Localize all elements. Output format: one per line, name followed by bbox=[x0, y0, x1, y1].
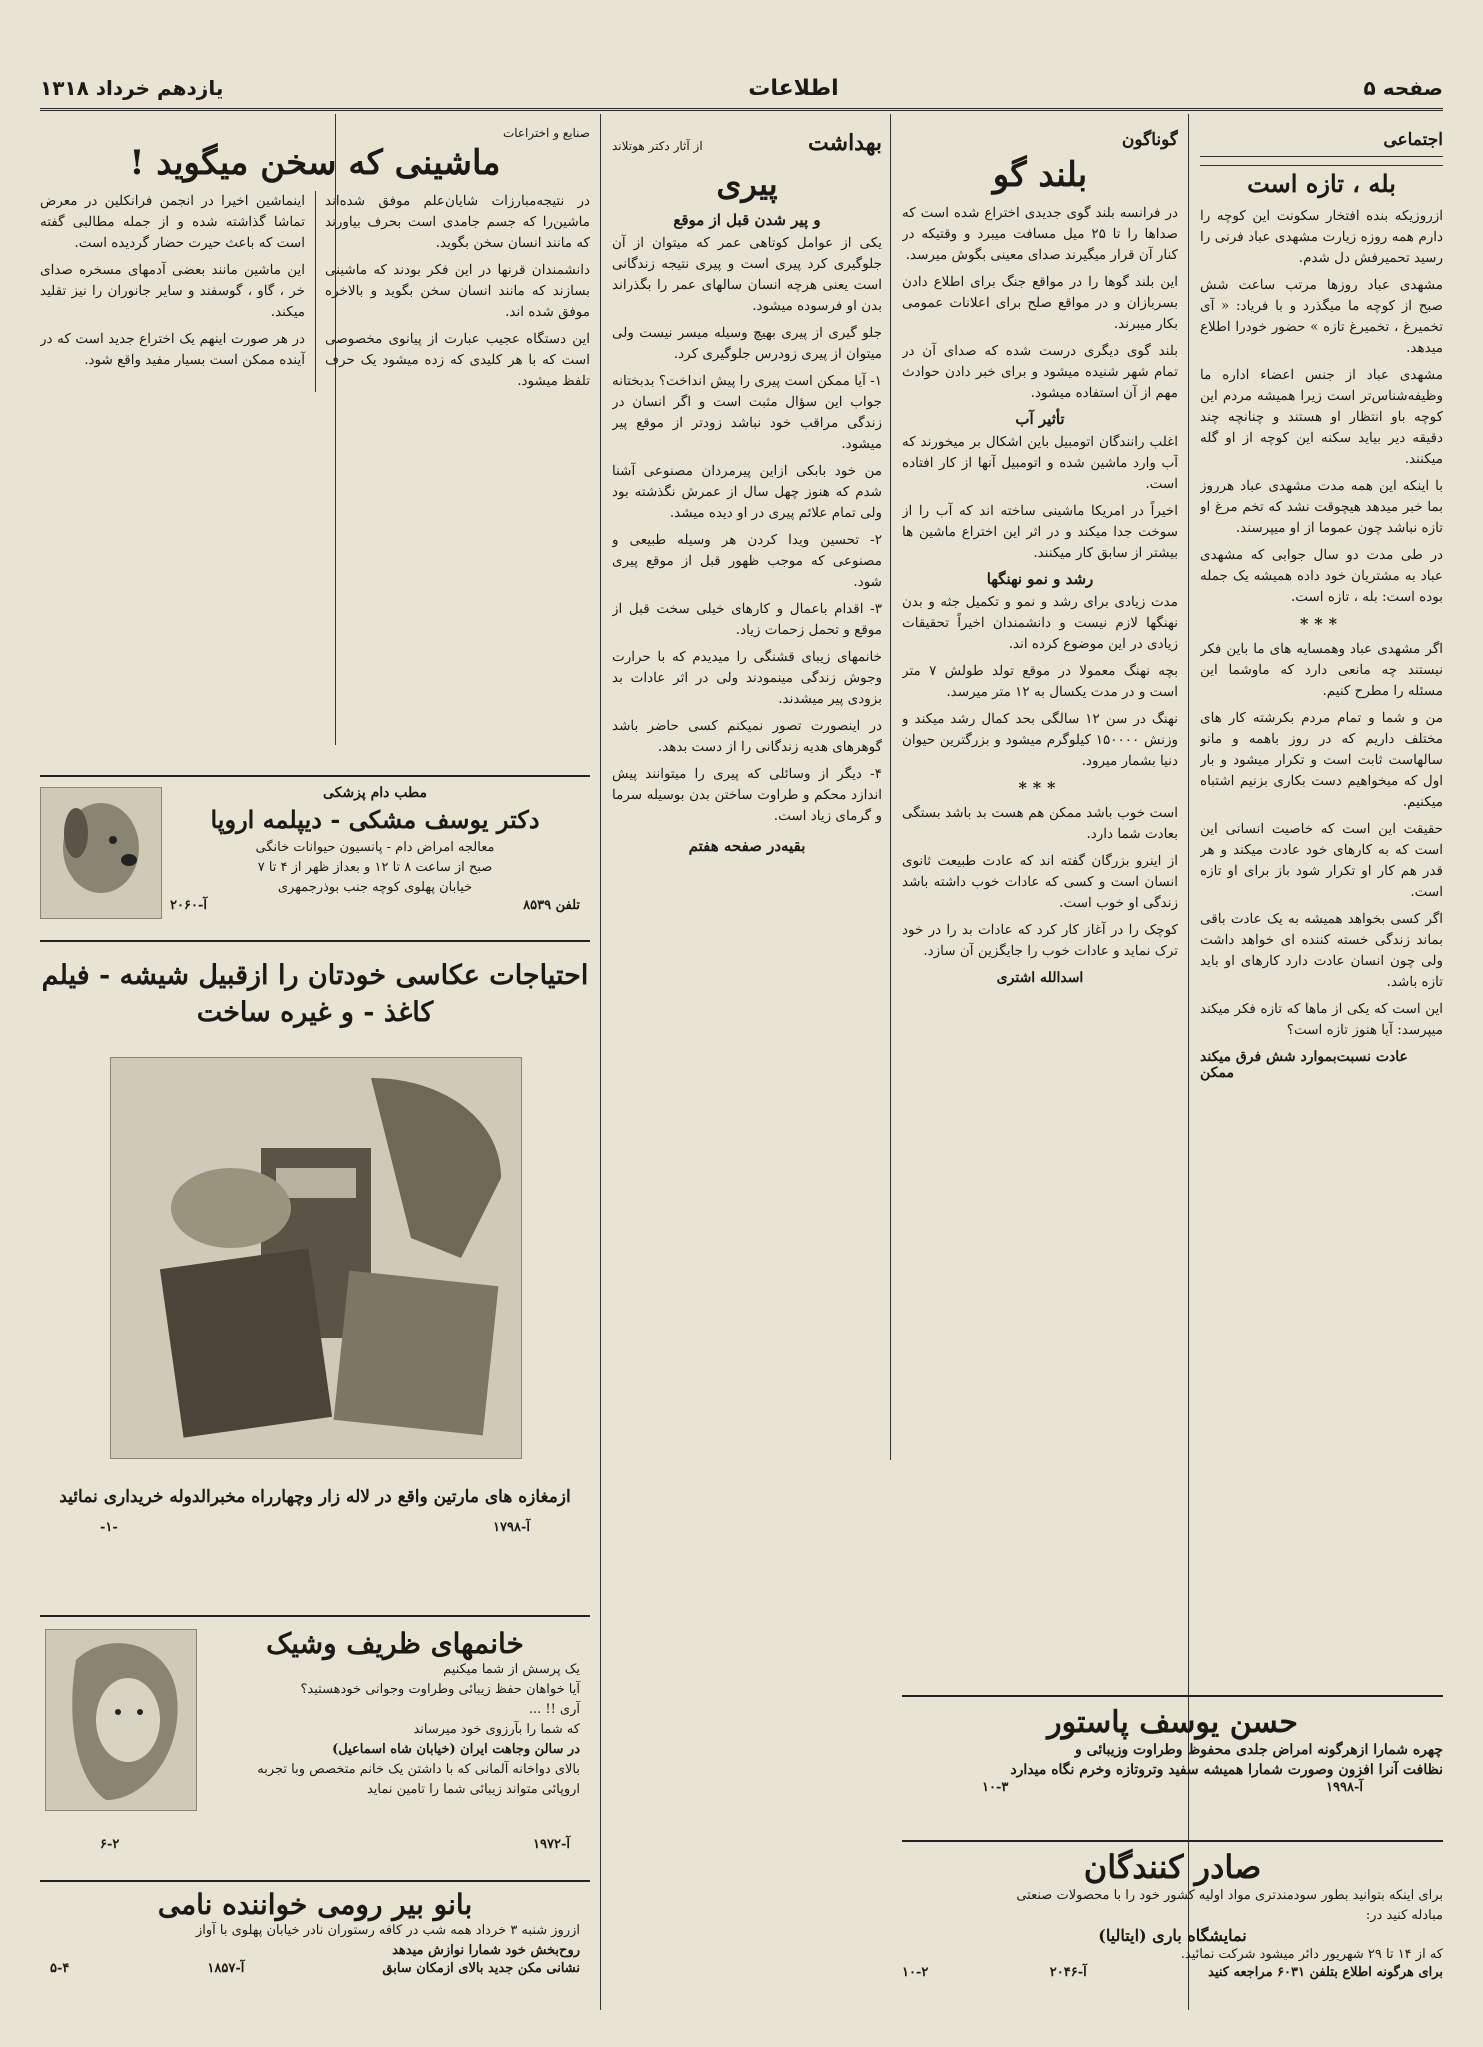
section-kicker: گوناگون bbox=[1121, 130, 1178, 150]
paragraph: نهنگ در سن ۱۲ سالگی بحد کمال رشد میکند و وزنش ۱۵۰۰۰۰ کیلوگرم میشود و بزرگترین حیوان دنیا بشمار میرود. bbox=[902, 711, 1178, 770]
paragraph: مشهدی عباد روزها مرتب ساعت شش صبح از کوچه ما میگذرد و با فریاد: « آی تخمیرغ ، تخمیرغ تازه » حضور خودرا اطلاع میدهد. bbox=[1200, 276, 1443, 356]
ad-beauty-salon bbox=[40, 1615, 590, 1867]
paragraph: کوچک را در آغاز کار کرد که عادات بد را در خود ترک نماید و عادات خوب را جایگزین آن سازد. bbox=[902, 922, 1178, 960]
dog-icon bbox=[41, 788, 161, 918]
ad-headline: احتیاجات عکاسی خودتان را ازقبیل شیشه - فیلم bbox=[41, 960, 589, 991]
paragraph: من خود بابکی ازاین پیرمردان مصنوعی آشنا شدم که هنوز چهل سال از عمرش نگذشته بود ولی تمام علائم پیری در او دیده میشد. bbox=[612, 462, 882, 521]
ad-code: آ-۱۷۹۸ bbox=[493, 1520, 530, 1535]
paper-name: اطلاعات bbox=[748, 75, 839, 101]
ad-line: برای هرگونه اطلاع بتلفن ۶۰۳۱ مراجعه کنید bbox=[1208, 1965, 1443, 1980]
paragraph: اغلب رانندگان اتومبیل باین اشکال بر میخورند که آب وارد ماشین شده و اتومبیل آنها از کار افتاده است. bbox=[902, 434, 1178, 493]
ad-code: آ-۱۸۵۷ bbox=[207, 1961, 245, 1976]
newspaper-page bbox=[40, 40, 1443, 2010]
article-title: بله ، تازه است bbox=[1247, 169, 1396, 198]
dog-illustration bbox=[40, 787, 162, 919]
subheading: رشد و نمو نهنگها bbox=[986, 570, 1094, 589]
paragraph: در هر صورت اینهم یک اختراع جدید است که در آینده ممکن است بسیار مفید واقع شود. bbox=[40, 331, 305, 369]
paragraph: است خوب باشد ممکن هم هست بد باشد بستگی بعادت شما دارد. bbox=[902, 805, 1178, 843]
column-rule bbox=[890, 114, 891, 1460]
masthead bbox=[40, 68, 1443, 111]
ad-code: آ-۲۰۶۰ bbox=[170, 898, 207, 913]
paragraph: جلو گیری از پیری بهیچ وسیله میسر نیست ولی میتوان از پیری زودرس جلوگیری کرد. bbox=[612, 324, 882, 362]
section-kicker: بهداشت bbox=[808, 130, 882, 156]
article-title: ماشینی که سخن میگوید ! bbox=[129, 143, 501, 183]
ad-line: که شما را بآرزوی خود میرساند bbox=[413, 1722, 580, 1737]
paragraph: در طی مدت دو سال جوابی که مشهدی عباد به مشتریان خود داده همیشه یک جمله بوده است: بله ، تازه است. bbox=[1200, 546, 1443, 605]
paragraph: در اینصورت تصور نمیکنم کسی حاضر باشد گوهرهای هدیه زندگانی را از دست بدهد. bbox=[612, 717, 882, 755]
paragraph: ۳- اقدام باعمال و کارهای خیلی سخت قبل از موقع و تحمل زحمات زیاد. bbox=[612, 600, 882, 638]
ad-line: صبح از ساعت ۸ تا ۱۲ و بعداز ظهر از ۴ تا ۷ bbox=[257, 860, 493, 875]
paragraph: این بلند گوها را در مواقع جنگ برای اطلاع دادن بسربازان و در مواقع صلح برای اعلانات عمومی بکار میبرند. bbox=[902, 274, 1178, 333]
section-stars: *** bbox=[1299, 613, 1344, 633]
paragraph: من و شما و تمام مردم بکرشته کار های مختلف داریم که در روز باهمه و مانو سالهاست ثابت است و تکرار میشود و بار اول که میخواهیم دست بکاری بزنیم اشتباه میکنیم. bbox=[1200, 709, 1443, 810]
ad-number: ۶-۲ bbox=[100, 1837, 120, 1852]
column-health bbox=[612, 126, 882, 1976]
ad-line: اروپائی متواند زیبائی شما را تامین نماید bbox=[366, 1782, 580, 1797]
paragraph: اینماشین اخیرا در انجمن فرانکلین در معرض تماشا گذاشته شده و از جمله مطالبی گفته است که باعث حیرت حضار گردیده است. bbox=[40, 193, 305, 252]
section-kicker: اجتماعی bbox=[1383, 130, 1443, 150]
ad-footer: ازمغازه های مارتین واقع در لاله زار وچهارراه مخبرالدوله خریداری نمائید bbox=[59, 1487, 571, 1507]
page-number: صفحه ۵ bbox=[1363, 76, 1443, 100]
ad-code: آ-۲۰۴۶ bbox=[1049, 1965, 1087, 1980]
paragraph: ۲- تحسین ویدا کردن هر وسیله طبیعی و مصنوعی که موجب ظهور قبل از موقع پیری شود. bbox=[612, 531, 882, 590]
ad-line: نظافت آنرا افزون وصورت شمارا همیشه سفید وتروتازه وخرم نگاه میدارد bbox=[1010, 1762, 1443, 1778]
column-invention bbox=[40, 126, 590, 816]
ad-photo-supplies bbox=[40, 940, 590, 1602]
paragraph: خانمهای زیبای قشنگی را میدیدم که با حرارت وجوش زندگی مینمودند ولی در اثر عادات بد بزودی پیر میشدند. bbox=[612, 648, 882, 707]
ad-line: ازروز شنبه ۳ خرداد همه شب در کافه رستوران نادر خیابان پهلوی با آواز bbox=[195, 1923, 580, 1938]
column-social bbox=[1200, 126, 1443, 1726]
ad-line: که از ۱۴ تا ۲۹ شهریور دائر میشود شرکت نمائید. bbox=[1180, 1947, 1443, 1962]
column-rule bbox=[600, 114, 601, 2010]
continuation-note: بقیه‌در صفحه هفتم bbox=[688, 836, 806, 855]
paragraph: اخیراً در امریکا ماشینی ساخته اند که آب را از سوخت جدا میکند و در اثر این اختراع ماشین ها بیشتر از سابق کار میکنند. bbox=[902, 503, 1178, 562]
ad-code: آ-۱۹۷۲ bbox=[533, 1837, 570, 1852]
ad-headline-2: کاغذ - و غیره ساخت bbox=[196, 997, 434, 1028]
ad-line: برای اینکه بتوانید بطور سودمندتری مواد اولیه کشور خود را با محصولات صنعتی bbox=[1016, 1888, 1443, 1903]
paragraph: این است که یکی از ماها که تازه فکر میکند میپرسد: آیا هنوز تازه است؟ bbox=[1200, 1000, 1443, 1038]
camera-hand-icon bbox=[111, 1058, 521, 1458]
woman-portrait-illustration bbox=[45, 1629, 197, 1811]
ad-title: صادر کنندگان bbox=[1083, 1848, 1262, 1886]
paragraph: یکی از عوامل کوتاهی عمر که میتوان از آن جلوگیری کرد پیری است و پیری نتیجه زندگانی است یعنی هرچه انسان سالهای عمر را بگذراند بدن او فرسوده میشود. bbox=[612, 234, 882, 314]
ad-line: یک پرسش از شما میکنیم bbox=[443, 1662, 580, 1677]
paragraph: این ماشین مانند بعضی آدمهای مسخره صدای خر ، گاو ، گوسفند و سایر جانوران را نیز تقلید میکند. bbox=[40, 262, 305, 321]
paragraph: در نتیجه‌مبارزات شایان‌علم موفق شده‌اند ماشین‌را که جسم جامدی است بحرف بیاورند که مانند انسان سخن بگوید. bbox=[325, 193, 590, 252]
paragraph: اگر کسی بخواهد همیشه به یک عادت باقی بماند زندگی خسته کننده ای خواهد داشت ولی چون انسان عادت دارد کارهای او باید تازه باشد. bbox=[1200, 910, 1443, 990]
ad-title: خانمهای ظریف وشیک bbox=[266, 1627, 524, 1660]
ad-line: نشانی مکن جدید بالای ازمکان سابق bbox=[382, 1961, 580, 1976]
paragraph: از اینرو بزرگان گفته اند که عادت طبیعت ثانوی انسان است و کسی که عادات خوب داشته باشد زندگی او خوب است. bbox=[902, 853, 1178, 912]
ad-code: آ-۱۹۹۸ bbox=[1326, 1780, 1363, 1795]
ad-line: بالای دواخانه آلمانی که با داشتن یک خانم متخصص وبا تجربه bbox=[257, 1762, 580, 1777]
ad-singer bbox=[40, 1880, 590, 2007]
ad-exporters bbox=[902, 1840, 1443, 2007]
ad-number: ۱۰-۳ bbox=[982, 1780, 1009, 1795]
paragraph: ۴- دیگر از وسائلی که پیری را میتوانند پیش اندازد محکم و طراوت ساختن بدن بوسیله سرما و گرمای زیاد است. bbox=[612, 765, 882, 824]
paragraph: اگر مشهدی عباد وهمسایه های ما باین فکر نیستند چه مانعی دارد که ماوشما این مسئله را مطرح کنیم. bbox=[1200, 640, 1443, 699]
subheading: تأثیر آب bbox=[1015, 410, 1065, 429]
camera-supplies-illustration bbox=[110, 1057, 522, 1459]
ad-label: مطب دام پزشکی bbox=[322, 785, 428, 801]
article-footer: عادت نسبت‌بموارد شش فرق میکند ممکن bbox=[1200, 1048, 1408, 1081]
paragraph: با اینکه این همه مدت مشهدی عباد هرروز بما خبر میدهد هیچوقت نشد که تخم مرغ او تازه نباشد چون عموما از او میپرسند. bbox=[1200, 477, 1443, 536]
article-title: پیری bbox=[716, 165, 778, 203]
ad-pasteur bbox=[902, 1695, 1443, 1832]
ad-number: ۵-۴ bbox=[50, 1961, 70, 1976]
paragraph: ۱- آیا ممکن است پیری را پیش انداخت؟ بدبختانه جواب این سؤال مثبت است و اگر انسان در زندگی مراقب خود نباشد زودتر از موقع پیر میشود. bbox=[612, 372, 882, 452]
ad-number: ۱۰-۲ bbox=[902, 1965, 929, 1980]
article-body bbox=[40, 191, 590, 392]
ad-line: آری !! ... bbox=[528, 1702, 580, 1717]
doctor-name: دکتر یوسف مشکی - دیپلمه اروپا bbox=[210, 805, 540, 834]
paragraph: دانشمندان قرنها در این فکر بودند که ماشینی بسازند که مانند انسان سخن بگوید و بالاخره موفق شده اند. bbox=[325, 262, 590, 321]
author-signature: اسدالله اشتری bbox=[996, 970, 1084, 987]
ad-line: معالجه امراض دام - پانسیون حیوانات خانگی bbox=[255, 840, 495, 855]
column-misc bbox=[902, 126, 1178, 1726]
ad-line: چهره شمارا ازهرگونه امراض جلدی محفوظ وطراوت وزیبائی و bbox=[1075, 1742, 1443, 1758]
ad-line: آیا خواهان حفظ زیبائی وطراوت وجوانی خودهستید؟ bbox=[300, 1682, 580, 1697]
article-subtitle: و پیر شدن قبل از موقع bbox=[673, 210, 821, 229]
paragraph: این دستگاه عجیب عبارت از پیانوی مخصوصی است که با هر کلیدی که زده میشود یک حرف تلفظ میشود. bbox=[325, 331, 590, 390]
ad-line: در سالن وجاهت ایران (خیابان شاه اسماعیل) bbox=[332, 1742, 580, 1757]
fair-name: نمایشگاه باری (ایتالیا) bbox=[1098, 1926, 1247, 1945]
paragraph: حقیقت این است که خاصیت انسانی این است که به کارهای خود عادت میکند و هر قدر هم کار او تکرار شود باز برای او تازه است. bbox=[1200, 820, 1443, 900]
woman-face-icon bbox=[46, 1630, 196, 1810]
paragraph: بچه نهنگ معمولا در موقع تولد طولش ۷ متر است و در مدت یکسال به ۱۲ متر میرسد. bbox=[902, 663, 1178, 701]
ad-veterinarian bbox=[40, 775, 590, 927]
paragraph: ازروزیکه بنده افتخار سکونت این کوچه را دارم همه روزه زیارت مشهدی عباد فرنی را رسید تحمیرفش دل شدم. bbox=[1200, 207, 1443, 266]
ad-line: خیابان پهلوی کوچه جنب بوذرجمهری bbox=[277, 880, 473, 895]
ad-title: بانو بیر رومی خواننده نامی bbox=[157, 1888, 473, 1921]
ad-title: حسن یوسف پاستور bbox=[1047, 1705, 1298, 1740]
section-kicker: صنایع و اختراعات bbox=[502, 126, 590, 140]
section-stars: *** bbox=[1018, 778, 1062, 798]
article-source: از آثار دکتر هوتلاند bbox=[612, 139, 703, 153]
ad-number: -۱- bbox=[100, 1520, 118, 1535]
paragraph: در فرانسه بلند گوی جدیدی اختراع شده است که صداها را تا ۲۵ میل مسافت میبرد و وقتیکه در کنار آن قرار میگیرند صدای معینی بگوش میرسد. bbox=[902, 205, 1178, 264]
ad-phone: تلفن ۸۵۳۹ bbox=[523, 898, 580, 913]
ad-line: مبادله کنید در: bbox=[1365, 1908, 1443, 1923]
divider bbox=[1200, 156, 1443, 166]
page-date: یازدهم خرداد ۱۳۱۸ bbox=[40, 76, 224, 100]
article-title: بلند گو bbox=[992, 155, 1088, 195]
ad-line: روح‌بخش خود شمارا نوازش میدهد bbox=[392, 1943, 580, 1958]
paragraph: بلند گوی دیگری درست شده که صدای آن در تمام شهر شنیده میشود و برای خبر دادن حوادث مهم از آن استفاده میشود. bbox=[902, 343, 1178, 402]
paragraph: مشهدی عباد از جنس اعضاء اداره ما وظیفه‌شناس‌تر است زیرا همیشه مردم این کوچه باو انتظار او هستند و چنانچه چند دقیقه دیر بیاید سکنه این کوچه از او گله میکنند. bbox=[1200, 366, 1443, 467]
paragraph: مدت زیادی برای رشد و نمو و تکمیل جثه و بدن نهنگها لازم نیست و دانشمندان اخیراً تحقیقات زیادی در این موضوع کرده اند. bbox=[902, 594, 1178, 653]
